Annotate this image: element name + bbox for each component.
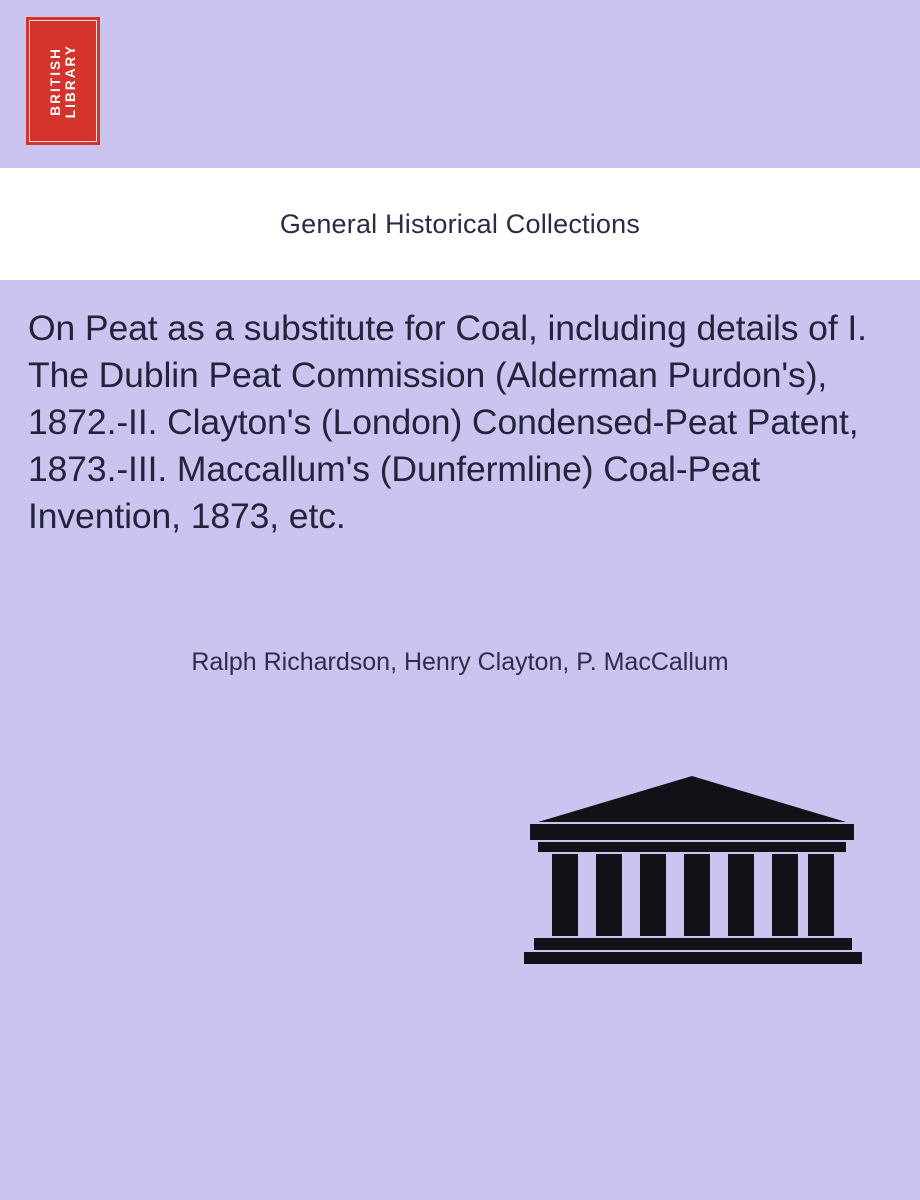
classical-temple-icon <box>516 770 868 970</box>
british-library-logo-frame <box>29 20 97 142</box>
logo-text-library: LIBRARY <box>63 43 78 119</box>
series-strip <box>0 168 920 280</box>
series-title: General Historical Collections <box>279 208 641 239</box>
page-title: On Peat as a substitute for Coal, including details of I. The Dublin Peat Commission (Alderman Purdon's), 1872.-II. Clayton's (London) Condensed-Peat Patent, 1873.-III. Maccallum's (Dunfermline) Coal-Peat Invention, 1873, etc. <box>28 308 867 536</box>
logo-text-british: BRITISH <box>47 46 63 116</box>
cover-body <box>0 280 920 1200</box>
british-library-logo <box>26 17 100 145</box>
cover-top-band <box>0 0 920 168</box>
author-list: Ralph Richardson, Henry Clayton, P. MacCallum <box>191 648 729 676</box>
